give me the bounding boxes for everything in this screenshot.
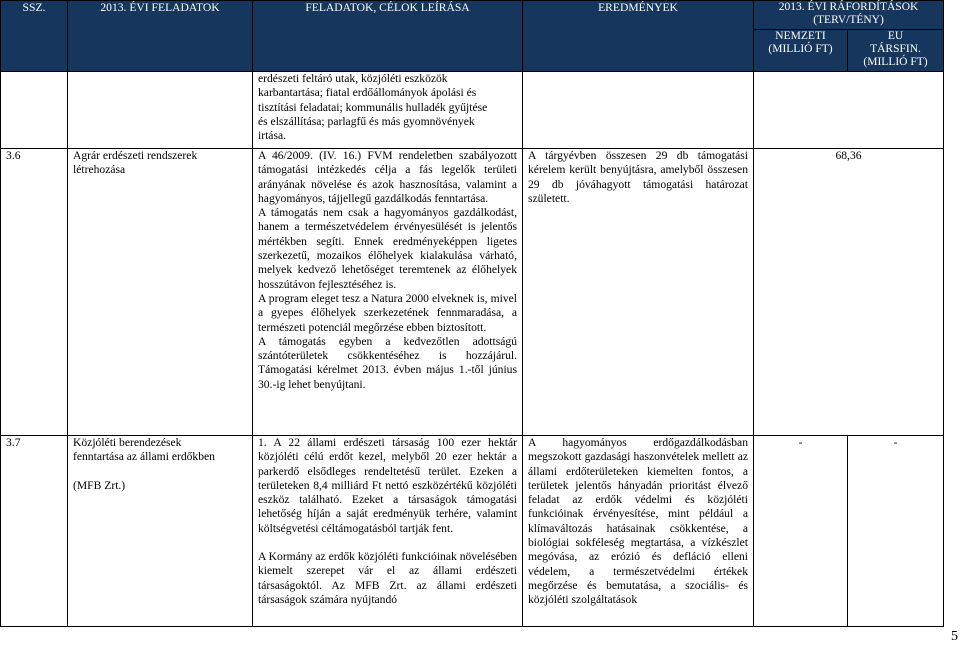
cell-eredmeny [523,149,754,436]
table-row [1,149,944,436]
cell-leiras [253,436,523,627]
cell-feladat [68,72,253,149]
leiras-paragraph: A támogatás egyben a kedvezőtlen adottságú szántóterületek csökkentéséhez is hozzájárul. Támogatási kérelmet 2013. évben május 1.-től június 30.-ig lehet benyújtani. [258,334,517,391]
cell-eredmeny [523,72,754,149]
table-row [1,436,944,627]
leiras-paragraph: 1. A 22 állami erdészeti társaság 100 ezer hektár közjóléti célú erdőt kezel, melyből 20 ezer hektár a parkerdő elsődleges rendeltetésű terület. Ezeken a területeken 8,4 milliárd Ft nettó eszközértékű közjóléti eszköz található. Ezeket a társaságok támogatási lehetőség híján a saját eredményük terhére, valamint költségvetési céltámogatásból tartják fent. [258,436,517,535]
header-nemzeti-line2: (MILLIÓ FT) [768,43,833,56]
header-leiras: FELADATOK, CÉLOK LEÍRÁSA [253,1,523,72]
feladat-line: fenntartása az állami erdőkben [73,450,215,464]
cell-eu-value: - [848,436,944,627]
cell-cost-value: 68,36 [754,149,944,436]
leiras-paragraph: A 46/2009. (IV. 16.) FVM rendeletben szabályozott támogatási intézkedés célja a fás legelők területi arányának növelése és azok hasznosítása, valamint a hagyományos, tájjellegű gazdálkodás fenntartása. [258,149,517,205]
header-feladat: 2013. ÉVI FELADATOK [68,1,253,72]
header-row [1,1,944,30]
cell-leiras [253,149,523,436]
table-row [1,72,944,149]
leiras-paragraph: A Kormány az erdők közjóléti funkcióinak növelésében kiemelt szerepet vár el az állami erdészeti társaságoktól. Az MFB Zrt. az állami erdészeti társaságok számára nyújtandó [258,550,517,606]
eredmeny-text: A tárgyévben összesen 29 db támogatási kérelem került benyújtásra, amelyből összesen 29 db jóváhagyott támogatási határozat született. [528,149,748,205]
leiras-paragraph: A támogatás nem csak a hagyományos gazdálkodást, hanem a természetvédelem érvényesülését is jelentős mértékben segíti. Ennek eredményeképpen ligetes szerkezetű, mozaikos élőhelyek kialakulása várható, melyek kedvező lehetőséget teremtenek az élőhelyek hosszútávon fejlesztéséhez is. [258,206,517,291]
cell-ssz: 3.7 [1,436,68,627]
header-nemzeti [754,30,848,72]
header-eredmenyek: EREDMÉNYEK [523,1,754,72]
header-raforditasok-line1: 2013. ÉVI RÁFORDÍTÁSOK [778,1,919,13]
leiras-paragraph: A program eleget tesz a Natura 2000 elveknek is, mivel a gyepes élőhelyek szerkezetének fennmaradása, a természeti potenciál megőrzése ebben biztosított. [258,291,517,334]
cell-cost [754,72,944,149]
cell-ssz [1,72,68,149]
header-nemzeti-line1: NEMZETI [775,30,826,43]
cell-feladat [68,149,253,436]
cell-leiras [253,72,523,149]
header-raforditasok-line2: (TERV/TÉNY) [813,14,884,26]
header-eu-line3: (MILLIÓ FT) [863,56,928,69]
feladat-line: létrehozása [73,163,126,177]
page-number: 5 [951,629,958,644]
cell-eredmeny [523,436,754,627]
header-eu [848,30,944,72]
feladat-line: Agrár erdészeti rendszerek [73,149,198,162]
feladat-line: Közjóléti berendezések [73,436,182,449]
leiras-line: karbantartása; fiatal erdőállományok ápolási és [258,86,477,100]
cell-nemzeti-value: - [754,436,848,627]
leiras-line: tisztítási feladatai; kommunális hulladék gyűjtése [258,100,488,114]
leiras-line: erdészeti feltáró utak, közjóléti eszközök [258,72,448,85]
eredmeny-text: A hagyományos erdőgazdálkodásban megszokott gazdasági haszonvételek mellett az állami erdőterületeken kiemelten fontos, a területek jelentős hányadán prioritást élvező feladat az erdők védelmi és közjóléti funkcióinak érvényesítése, mint például a klímaváltozás hatásainak csökkentése, a biológiai sokféleség megtartása, a vízkészlet megóvása, az erózió és defláció elleni védelem, a természetvédelmi értékek megőrzése és bemutatása, a szociális- és közjóléti szolgáltatások [528,436,748,607]
header-eu-line2: TÁRSFIN. [870,43,921,56]
leiras-line: irtása. [258,129,287,143]
header-eu-line1: EU [887,30,904,43]
header-raforditasok [754,1,944,30]
header-ssz: SSZ. [1,1,68,72]
feladat-line: (MFB Zrt.) [73,478,126,492]
leiras-line: és elszállítása; parlagfű és más gyomnövények [258,114,475,128]
cell-feladat [68,436,253,627]
cell-ssz: 3.6 [1,149,68,436]
